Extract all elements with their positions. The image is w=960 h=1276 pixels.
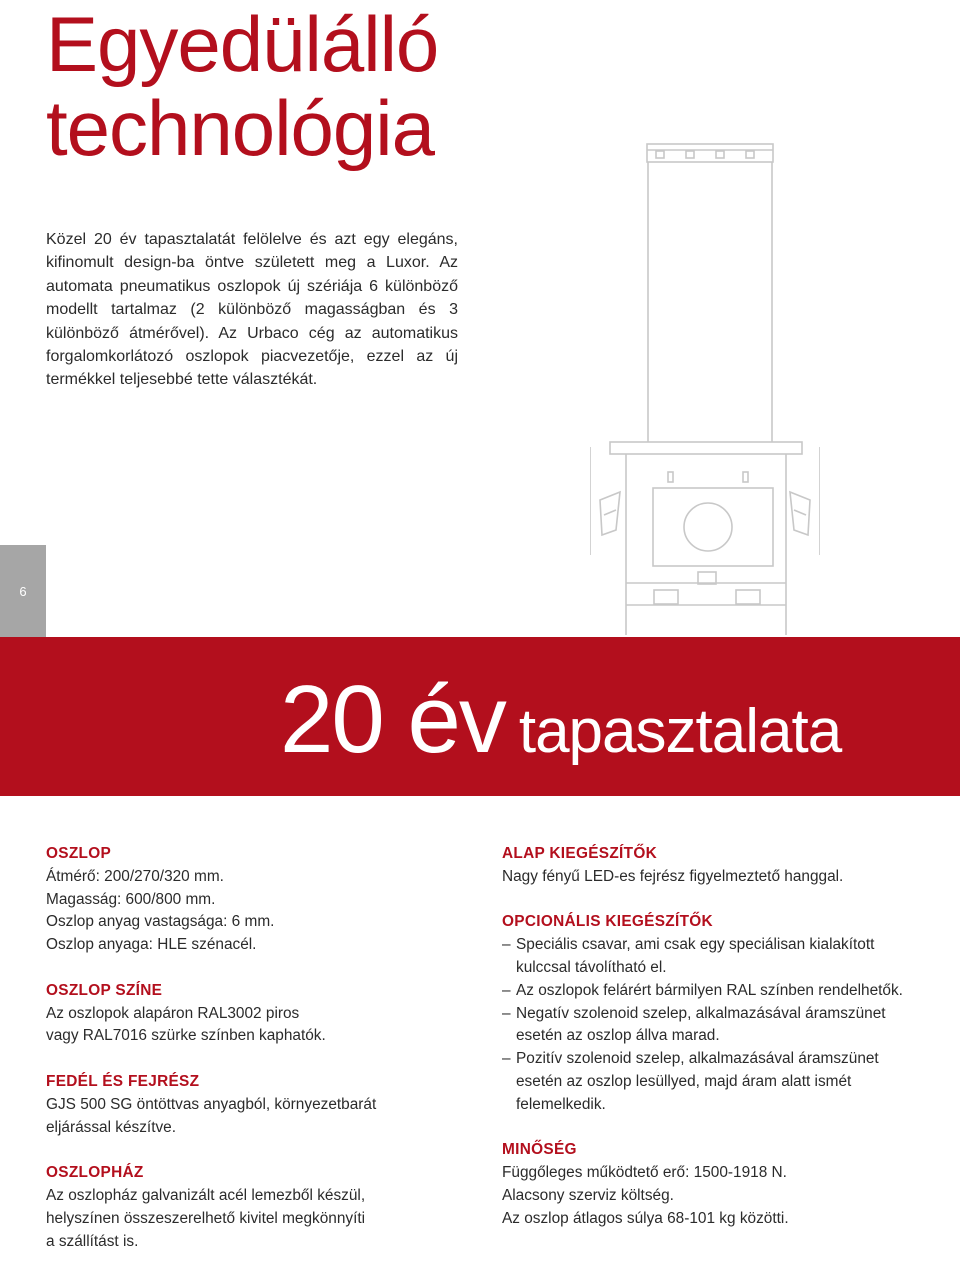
spec-line: Oszlop anyag vastagsága: 6 mm. [46, 913, 275, 931]
spec-line: eljárással készítve. [46, 1118, 177, 1136]
page-title [46, 2, 438, 170]
spec-line: Függőleges működtető erő: 1500-1918 N. [502, 1164, 787, 1182]
option-item: – Az oszlopok felárért bármilyen RAL színben rendelhetők. [502, 980, 922, 1003]
section-title: MINŐSÉG [502, 1141, 577, 1159]
page-number: 6 [19, 583, 27, 599]
page-number-tab [0, 545, 46, 637]
banner-heading [280, 666, 842, 782]
spec-line: vagy RAL7016 szürke színben kaphatók. [46, 1027, 326, 1045]
spec-line: Az oszlopok alapáron RAL3002 piros [46, 1004, 300, 1022]
section-title: ALAP KIEGÉSZÍTŐK [502, 845, 658, 862]
specs-left-column [46, 843, 466, 1276]
section-title: OSZLOPHÁZ [46, 1164, 144, 1182]
spec-line: Átmérő: 200/270/320 mm. [46, 867, 224, 885]
spec-line: Magasság: 600/800 mm. [46, 890, 216, 908]
banner-small-text: tapasztalata [518, 697, 842, 766]
page-title-line-2: technológia [46, 84, 434, 172]
bollard-drawing [590, 135, 820, 637]
spec-line: Oszlop anyaga: HLE szénacél. [46, 936, 257, 954]
section-column [46, 843, 466, 957]
spec-line: Az oszlop átlagos súlya 68-101 kg közötti. [502, 1209, 789, 1227]
section-column-color [46, 980, 466, 1048]
spec-line: a szállítást is. [46, 1232, 139, 1250]
option-item: – Negatív szolenoid szelep, alkalmazásával áramszünet esetén az oszlop állva marad. [502, 1003, 922, 1049]
spec-line: helyszínen összeszerelhető kivitel megkönnyíti [46, 1209, 366, 1227]
page-title-line-1: Egyedülálló [46, 0, 439, 88]
section-quality [502, 1139, 922, 1230]
section-base-accessories [502, 843, 922, 889]
section-housing [46, 1162, 466, 1253]
spec-line: Az oszlopház galvanizált acél lemezből készül, [46, 1186, 366, 1204]
banner-big-text: 20 év [280, 666, 505, 773]
intro-paragraph: Közel 20 év tapasztalatát felölelve és azt egy elegáns, kifinomult design-ba öntve született meg a Luxor. Az automata pneumatikus oszlopok új szériája 6 különböző modellt tartalmaz (2 különböző magasságban és 3 különböző átmérővel). Az Urbaco cég az automatikus forgalomkorlátozó oszlopok piacvezetője, ezzel az új termékkel teljesebbé tette választékát. [46, 231, 458, 389]
spec-line: Alacsony szerviz költség. [502, 1186, 674, 1204]
section-cover-head [46, 1071, 466, 1139]
section-title: OSZLOP SZÍNE [46, 981, 163, 999]
option-item: – Speciális csavar, ami csak egy speciálisan kialakított kulccsal távolítható el. [502, 934, 922, 980]
spec-line: Nagy fényű LED-es fejrész figyelmeztető hanggal. [502, 867, 844, 885]
section-title: OSZLOP [46, 845, 112, 862]
spec-line: GJS 500 SG öntöttvas anyagból, környezetbarát [46, 1095, 377, 1113]
section-title: FEDÉL ÉS FEJRÉSZ [46, 1072, 200, 1090]
option-item: – Pozitív szolenoid szelep, alkalmazásával áramszünet esetén az oszlop lesüllyed, majd áram alatt ismét felemelkedik. [502, 1048, 922, 1116]
section-optional-accessories [502, 911, 922, 1116]
section-title: OPCIONÁLIS KIEGÉSZÍTŐK [502, 913, 713, 931]
specs-right-column [502, 843, 922, 1253]
